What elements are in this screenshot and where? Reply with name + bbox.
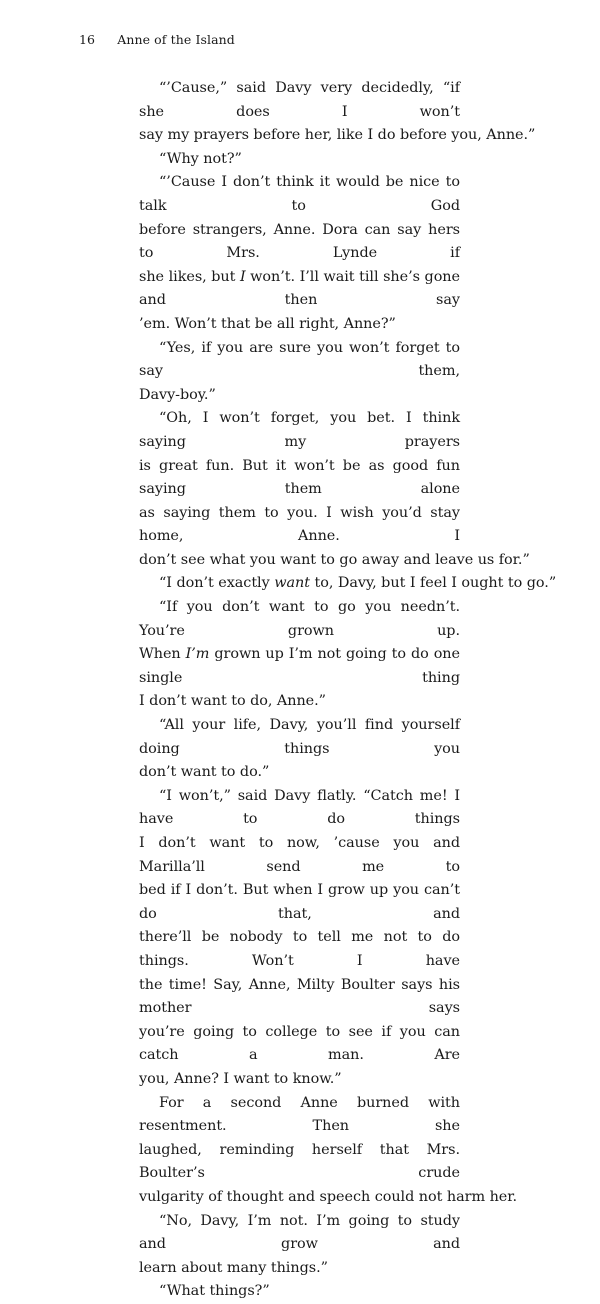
paragraph <box>139 596 460 714</box>
text-line <box>139 1257 460 1281</box>
text-run: “No, Davy, I’m not. I’m going to study and grow and <box>139 1212 460 1253</box>
text-line <box>139 337 460 384</box>
italic-text: want <box>274 575 310 592</box>
text-line <box>139 832 460 879</box>
text-run: you, Anne? I want to know.” <box>139 1070 342 1087</box>
text-run: ’em. Won’t that be all right, Anne?” <box>139 315 396 332</box>
text-line <box>139 384 460 408</box>
text-line <box>139 124 536 148</box>
text-run: I don’t want to do, Anne.” <box>139 693 326 710</box>
text-line <box>139 407 460 454</box>
text-run: “I don’t exactly <box>159 575 275 592</box>
text-run: “’Cause I don’t think it would be nice to talk to God <box>139 174 460 214</box>
text-run: grown up I’m not going to do one single thing <box>139 646 460 686</box>
text-line <box>139 761 460 785</box>
text-line <box>139 1021 460 1068</box>
text-line <box>139 313 460 337</box>
text-run: “Why not?” <box>159 150 242 167</box>
text-run: laughed, reminding herself that Mrs. Boulter’s crude <box>139 1141 460 1182</box>
text-run: is great fun. But it won’t be as good fun saying them alone <box>139 457 460 498</box>
text-line <box>139 455 460 502</box>
text-line <box>139 1186 518 1210</box>
page-number: 16 <box>79 32 96 47</box>
text-run: you’re going to college to see if you can catch a man. Are <box>139 1023 460 1064</box>
paragraph <box>139 148 460 172</box>
text-line <box>139 1210 460 1257</box>
text-run: to, Davy, but I feel I ought to go.” <box>309 575 557 592</box>
text-line <box>139 1092 460 1139</box>
italic-text: I <box>239 268 246 285</box>
text-line <box>139 879 460 926</box>
text-line <box>139 148 460 172</box>
text-run: “If you don’t want to go you needn’t. You’re grown up. <box>139 599 460 639</box>
text-run: “Oh, I won’t forget, you bet. I think saying my prayers <box>139 410 460 450</box>
text-run: For a second Anne burned with resentment. Then she <box>139 1094 460 1135</box>
text-line <box>139 502 460 549</box>
paragraph <box>139 785 460 1092</box>
text-run: don’t want to do.” <box>139 764 270 781</box>
paragraph <box>139 714 460 785</box>
text-line <box>139 785 460 832</box>
text-run: “What things?” <box>159 1283 270 1300</box>
text-run: “I won’t,” said Davy flatly. “Catch me! I have to do things <box>139 787 460 828</box>
text-run: don’t see what you want to go away and leave us for.” <box>139 551 530 568</box>
text-line <box>139 643 460 690</box>
text-line <box>139 974 460 1021</box>
text-line <box>139 596 460 643</box>
text-run: she likes, but <box>139 268 240 285</box>
text-run: Davy-boy.” <box>139 386 216 403</box>
text-run: there’ll be nobody to tell me not to do things. Won’t I have <box>139 929 460 969</box>
text-line <box>139 1068 460 1092</box>
text-run: “Yes, if you are sure you won’t forget to say them, <box>139 339 460 380</box>
text-run: vulgarity of thought and speech could not harm her. <box>139 1188 518 1205</box>
paragraph <box>139 337 460 408</box>
text-line <box>139 926 460 973</box>
text-line <box>139 714 460 761</box>
text-line <box>139 690 460 714</box>
text-run: the time! Say, Anne, Milty Boulter says his mother says <box>139 976 460 1017</box>
text-run: “All your life, Davy, you’ll find yourself doing things you <box>139 717 460 757</box>
paragraph <box>139 1280 460 1304</box>
text-run: before strangers, Anne. Dora can say hers to Mrs. Lynde if <box>139 221 460 262</box>
text-run: learn about many things.” <box>139 1259 328 1276</box>
text-line <box>139 266 460 313</box>
paragraph <box>139 1092 518 1210</box>
text-line <box>139 77 460 124</box>
text-line <box>139 1280 460 1304</box>
paragraph <box>139 1210 460 1281</box>
text-line <box>139 219 460 266</box>
running-header <box>79 32 235 47</box>
text-run: I don’t want to now, ’cause you and Marilla’ll send me to <box>139 835 460 875</box>
paragraph <box>139 77 536 148</box>
book-title: Anne of the Island <box>117 32 235 47</box>
text-run: say my prayers before her, like I do before you, Anne.” <box>139 127 536 144</box>
text-run: When <box>139 646 186 663</box>
paragraph <box>139 572 557 596</box>
italic-text: I’m <box>185 646 210 663</box>
text-line <box>139 549 530 573</box>
text-run: as saying them to you. I wish you’d stay home, Anne. I <box>139 504 460 545</box>
text-run: “’Cause,” said Davy very decidedly, “if she does I won’t <box>139 80 460 120</box>
paragraph <box>139 407 530 572</box>
body-text <box>139 77 557 1304</box>
text-line <box>139 572 557 596</box>
text-line <box>139 171 460 218</box>
text-run: bed if I don’t. But when I grow up you can’t do that, and <box>139 882 460 922</box>
text-run: won’t. I’ll wait till she’s gone and then say <box>139 268 460 309</box>
paragraph <box>139 171 460 336</box>
text-line <box>139 1139 460 1186</box>
